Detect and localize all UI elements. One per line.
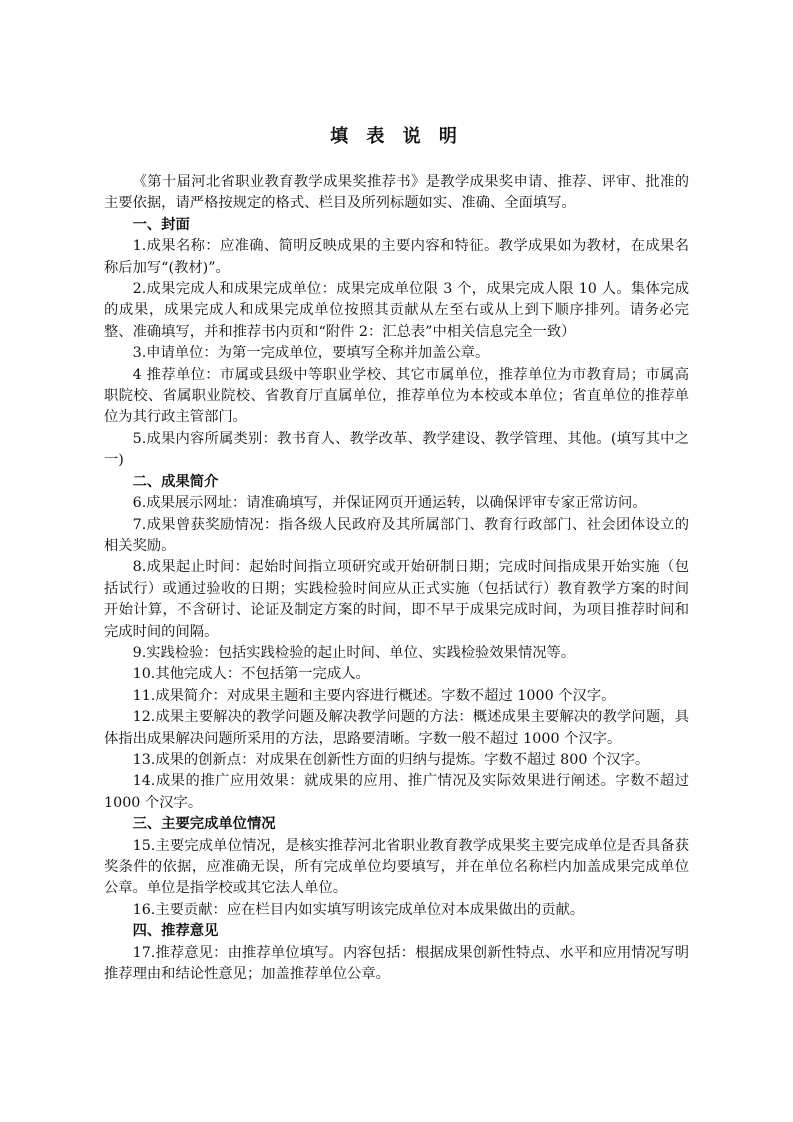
instruction-item: 7.成果曾获奖励情况：指各级人民政府及其所属部门、教育行政部门、社会团体设立的相关奖励。 [104, 516, 689, 554]
instruction-item: 17.推荐意见：由推荐单位填写。内容包括：根据成果创新性特点、水平和应用情况写明推荐理由和结论性意见；加盖推荐单位公章。 [104, 944, 689, 983]
section-heading-recommendation: 四、推荐意见 [132, 923, 219, 940]
section-heading-summary: 二、成果简介 [132, 473, 219, 490]
instruction-item: 3.申请单位：为第一完成单位，要填写全称并加盖公章。 [132, 345, 490, 362]
instruction-item: 4 推荐单位：市属或县级中等职业学校、其它市属单位，推荐单位为市教育局；市属高职院校、省属职业院校、省教育厅直属单位，推荐单位为本校或本单位；省直单位的推荐单位为其行政主管部门。 [104, 366, 689, 426]
instruction-item: 2.成果完成人和成果完成单位：成果完成单位限 3 个，成果完成人限 10 人。集体完成的成果，成果完成人和成果完成单位按照其贡献从左至右或从上到下顺序排列。请务必完整、准确填写，并和推荐书内页和“附件 2：汇总表”中相关信息完全一致） [104, 281, 689, 340]
instruction-item: 15.主要完成单位情况，是核实推荐河北省职业教育教学成果奖主要完成单位是否具备获奖条件的依据，应准确无误，所有完成单位均要填写，并在单位名称栏内加盖成果完成单位公章。单位是指学校或其它法人单位。 [104, 837, 689, 897]
instruction-item: 12.成果主要解决的教学问题及解决教学问题的方法：概述成果主要解决的教学问题，具体指出成果解决问题所采用的方法，思路要清晰。字数一般不超过 1000 个汉字。 [104, 709, 689, 747]
instruction-item: 5.成果内容所属类别：教书育人、教学改革、教学建设、教学管理、其他。(填写其中之一) [104, 430, 689, 469]
instruction-item: 8.成果起止时间：起始时间指立项研究或开始研制日期；完成时间指成果开始实施（包括试行）或通过验收的日期；实践检验时间应从正式实施（包括试行）教育教学方案的时间开始计算，不含研讨、论证及制定方案的时间，即不早于成果完成时间，为项目推荐时间和完成时间的间隔。 [104, 559, 689, 640]
instruction-item: 10.其他完成人：不包括第一完成人。 [132, 666, 370, 683]
instructions-body [104, 172, 689, 985]
instruction-item: 16.主要贡献：应在栏目内如实填写明该完成单位对本成果做出的贡献。 [132, 901, 585, 918]
section-heading-units: 三、主要完成单位情况 [132, 816, 276, 833]
section-heading-cover: 一、封面 [132, 216, 190, 233]
intro-paragraph: 《第十届河北省职业教育教学成果奖推荐书》是教学成果奖申请、推荐、评审、批准的主要依据，请严格按规定的格式、栏目及所列标题如实、准确、全面填写。 [104, 174, 689, 212]
instruction-item: 6.成果展示网址：请准确填写，并保证网页开通运转，以确保评审专家正常访问。 [132, 495, 647, 512]
instruction-item: 13.成果的创新点：对成果在创新性方面的归纳与提炼。字数不超过 800 个汉字。 [132, 751, 650, 768]
instruction-item: 11.成果简介：对成果主题和主要内容进行概述。字数不超过 1000 个汉字。 [132, 687, 616, 704]
instruction-item: 14.成果的推广应用效果：就成果的应用、推广情况及实际效果进行阐述。字数不超过 1000 个汉字。 [104, 773, 689, 811]
instruction-item: 1.成果名称：应准确、简明反映成果的主要内容和特征。教学成果如为教材，在成果名称后加写“(教材)”。 [104, 238, 689, 276]
instruction-item: 9.实践检验：包括实践检验的起止时间、单位、实践检验效果情况等。 [132, 644, 576, 661]
page-title: 填 表 说 明 [330, 126, 463, 147]
